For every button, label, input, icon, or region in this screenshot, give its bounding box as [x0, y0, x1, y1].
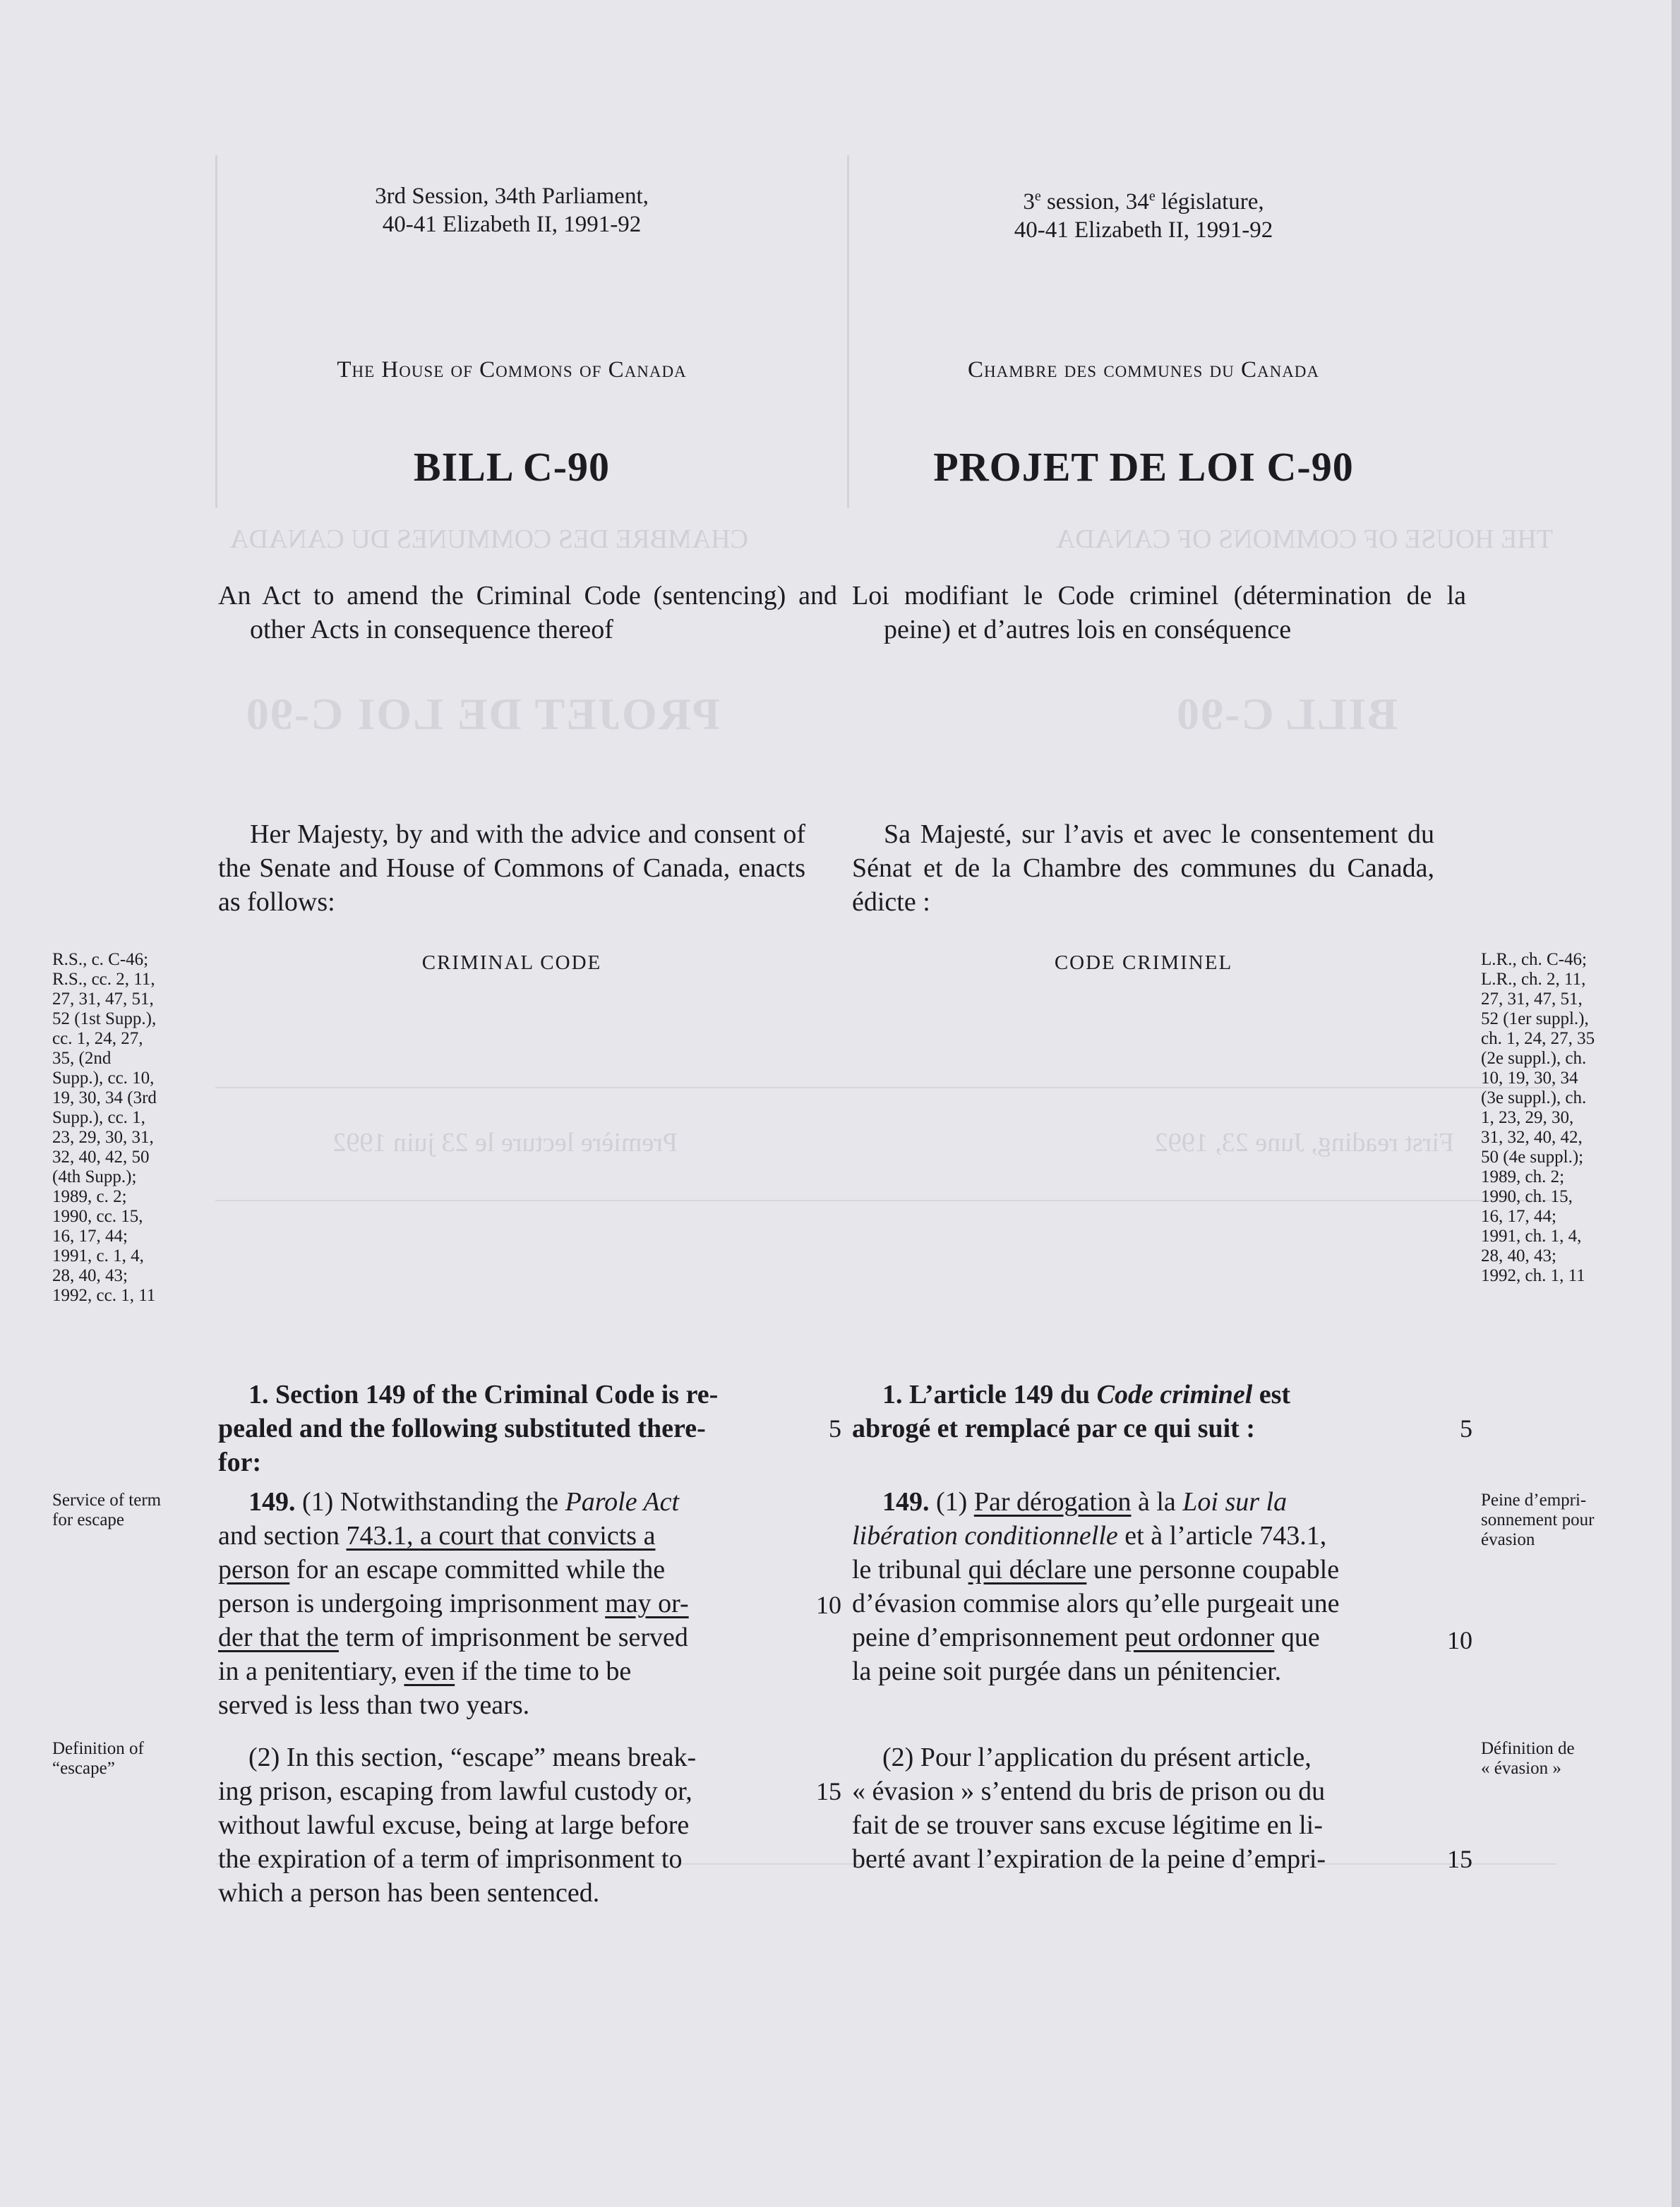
s149-2-fr-line: (2) Pour l’application du présent article, — [882, 1743, 1312, 1772]
text-run: à la — [1131, 1487, 1183, 1517]
amended-text: der that the — [218, 1623, 339, 1652]
s149-2-en-line: which a person has been sentenced. — [218, 1878, 600, 1908]
act-title: libération conditionnelle — [852, 1521, 1118, 1551]
clause-1-line: 1. Section 149 of the Criminal Code is re- — [248, 1380, 719, 1409]
s149-1-en-line5 — [218, 1620, 805, 1654]
margin-line: for escape — [52, 1510, 125, 1529]
margin-line: évasion — [1481, 1530, 1535, 1549]
margin-line: 1992, ch. 1, 11 — [1481, 1266, 1585, 1285]
margin-line: 50 (4e suppl.); — [1481, 1148, 1584, 1167]
margin-line: 1, 23, 29, 30, — [1481, 1108, 1574, 1127]
s149-1-en-line1 — [218, 1485, 805, 1519]
text-run: 1. L’article 149 du — [882, 1380, 1097, 1409]
margin-line: 52 (1st Supp.), — [52, 1009, 157, 1028]
text-run: in a penitentiary, — [218, 1656, 404, 1686]
s149-1-fr-line4: d’évasion commise alors qu’elle purgeait une — [852, 1589, 1340, 1618]
amended-text: qui déclare — [968, 1555, 1087, 1584]
margin-line: 28, 40, 43; — [52, 1266, 128, 1285]
margin-statutes-fr — [1481, 950, 1657, 1286]
margin-line: 27, 31, 47, 51, — [1481, 990, 1583, 1009]
show-through-rule — [215, 1087, 1556, 1088]
s149-2-en-line: the expiration of a term of imprisonment to — [218, 1844, 683, 1874]
margin-line: 1992, cc. 1, 11 — [52, 1286, 156, 1305]
text-run: (1) — [929, 1487, 974, 1517]
amended-text: may or- — [605, 1589, 689, 1618]
margin-line: L.R., ch. C-46; — [1481, 950, 1587, 969]
margin-line: cc. 1, 24, 27, — [52, 1029, 143, 1048]
margin-line: 10, 19, 30, 34 — [1481, 1069, 1578, 1088]
regnal-years-en: 40-41 Elizabeth II, 1991-92 — [382, 212, 642, 237]
s149-1-fr-line5 — [852, 1620, 1434, 1654]
section-149-1-fr — [852, 1485, 1434, 1688]
margin-line: L.R., ch. 2, 11, — [1481, 970, 1586, 989]
margin-line: (4th Supp.); — [52, 1167, 137, 1186]
s149-1-fr-line2 — [852, 1519, 1434, 1553]
margin-line: 52 (1er suppl.), — [1481, 1009, 1589, 1028]
text-run: if the time to be — [455, 1656, 632, 1686]
margin-line: 16, 17, 44; — [1481, 1207, 1556, 1226]
text-run: and section — [218, 1521, 347, 1551]
margin-line: Peine d’empri- — [1481, 1491, 1587, 1510]
margin-line: Définition de — [1481, 1739, 1575, 1758]
text-run: peine d’emprisonnement — [852, 1623, 1125, 1652]
margin-line: 35, (2nd — [52, 1049, 112, 1068]
s149-2-fr-line: berté avant l’expiration de la peine d’empri- — [852, 1844, 1326, 1874]
margin-line: « évasion » — [1481, 1759, 1561, 1778]
show-through-premiere-lecture: Première lecture le 23 juin 1992 — [332, 1128, 678, 1157]
section-number: 149. — [882, 1487, 930, 1517]
margin-line: ch. 1, 24, 27, 35 — [1481, 1029, 1595, 1048]
s149-2-fr-line: « évasion » s’entend du bris de prison ou du — [852, 1776, 1326, 1806]
margin-line: 1991, c. 1, 4, — [52, 1246, 144, 1265]
clause-1-line: for: — [218, 1448, 262, 1477]
s149-1-en-line6 — [218, 1654, 805, 1688]
margin-line: Definition of — [52, 1739, 144, 1758]
section-149-2-fr — [852, 1740, 1434, 1876]
line-number-center-5: 5 — [829, 1414, 841, 1443]
session-line-en: 3rd Session, 34th Parliament, — [375, 184, 649, 209]
margin-peine-emprisonnement — [1481, 1491, 1657, 1550]
clause-1-line: pealed and the following substituted there- — [218, 1414, 706, 1443]
margin-line: 1989, ch. 2; — [1481, 1167, 1565, 1186]
margin-line: Service of term — [52, 1491, 162, 1510]
margin-line: 19, 30, 34 (3rd — [52, 1088, 157, 1107]
house-title-en: The House of Commons of Canada — [337, 357, 687, 383]
text-run: term of imprisonment be served — [338, 1623, 688, 1652]
show-through-first-reading: First reading, June 23, 1992 — [1154, 1128, 1454, 1157]
superscript: e — [1034, 188, 1041, 204]
margin-definition-fr — [1481, 1739, 1657, 1779]
section-149-1-en — [218, 1485, 805, 1722]
s149-2-en-line: ing prison, escaping from lawful custody or, — [218, 1776, 692, 1806]
show-through-vertical-rule — [215, 155, 217, 508]
regnal-years-fr: 40-41 Elizabeth II, 1991-92 — [1014, 217, 1273, 243]
margin-line: “escape” — [52, 1759, 115, 1778]
amended-text: person — [218, 1555, 290, 1584]
margin-service-of-term — [52, 1491, 215, 1530]
show-through-house-fr: CHAMBRE DES COMMUNES DU CANADA — [229, 524, 748, 554]
text-run: for an escape committed while the — [289, 1555, 666, 1584]
act-title: Code criminel — [1096, 1380, 1253, 1409]
enacting-clause-en: Her Majesty, by and with the advice and consent of the Senate and House of Commons of Canada, enacts as follows: — [218, 819, 805, 917]
line-number-right-10: 10 — [1447, 1626, 1472, 1654]
margin-line: Supp.), cc. 1, — [52, 1108, 145, 1127]
line-number-center-15: 15 — [816, 1777, 841, 1805]
text-run: person is undergoing imprisonment — [218, 1589, 606, 1618]
margin-line: (3e suppl.), ch. — [1481, 1088, 1587, 1107]
margin-line: 27, 31, 47, 51, — [52, 990, 154, 1009]
s149-2-fr-line: fait de se trouver sans excuse légitime en li- — [852, 1810, 1323, 1840]
section-number: 149. — [248, 1487, 296, 1517]
margin-line: Supp.), cc. 10, — [52, 1069, 155, 1088]
superscript: e — [1148, 188, 1156, 204]
s149-1-en-line3 — [218, 1553, 805, 1587]
heading-criminal-code-en: CRIMINAL CODE — [421, 951, 602, 974]
margin-definition-en — [52, 1739, 215, 1779]
margin-line: 32, 40, 42, 50 — [52, 1148, 150, 1167]
margin-line: 1990, ch. 15, — [1481, 1187, 1573, 1206]
text-run: (1) Notwithstanding the — [295, 1487, 565, 1517]
clause-1-fr-cont: abrogé et remplacé par ce qui suit : — [852, 1414, 1255, 1443]
section-149-2-en — [218, 1740, 805, 1910]
text-run: 3 — [1023, 189, 1035, 215]
show-through-rule — [215, 1200, 1556, 1201]
amended-text: even — [404, 1656, 455, 1686]
s149-1-fr-line1 — [852, 1485, 1434, 1519]
margin-line: R.S., cc. 2, 11, — [52, 970, 155, 989]
show-through-house-en: THE HOUSE OF COMMONS OF CANADA — [1055, 524, 1553, 554]
heading-code-criminel-fr: CODE CRIMINEL — [1054, 951, 1233, 974]
clause-1-fr-line1 — [882, 1378, 1434, 1412]
session-en — [219, 182, 805, 239]
s149-1-fr-line6: la peine soit purgée dans un pénitencier. — [852, 1656, 1282, 1686]
text-run: le tribunal — [852, 1555, 968, 1584]
clause-1-en — [248, 1378, 806, 1412]
show-through-bill-fr: PROJET DE LOI C-90 — [244, 689, 720, 739]
act-title: Loi sur la — [1182, 1487, 1288, 1517]
s149-1-en-line2 — [218, 1519, 805, 1553]
margin-line: 31, 32, 40, 42, — [1481, 1128, 1583, 1147]
session-line-fr — [847, 182, 1440, 216]
s149-1-fr-line3 — [852, 1553, 1434, 1587]
enacting-clause-fr: Sa Majesté, sur l’avis et avec le consentement du Sénat et de la Chambre des communes du Canada, édicte : — [852, 819, 1434, 917]
margin-line: 1989, c. 2; — [52, 1187, 127, 1206]
line-number-center-10: 10 — [816, 1591, 841, 1619]
s149-2-en-line: without lawful excuse, being at large before — [218, 1810, 690, 1840]
margin-statutes-en — [52, 950, 215, 1306]
bill-number-en: BILL C-90 — [413, 444, 611, 490]
margin-line: sonnement pour — [1481, 1510, 1595, 1529]
line-number-right-15: 15 — [1447, 1845, 1472, 1873]
act-title: Parole Act — [565, 1487, 680, 1517]
amended-text: 743.1, a court that convicts a — [346, 1521, 656, 1551]
amended-text: Par dérogation — [973, 1487, 1132, 1517]
s149-1-en-line4 — [218, 1587, 805, 1620]
long-title-fr: Loi modifiant le Code criminel (détermination de la peine) et d’autres lois en conséquence — [852, 581, 1466, 644]
text-run: que — [1274, 1623, 1320, 1652]
margin-line: 1991, ch. 1, 4, — [1481, 1227, 1582, 1246]
text-run: législature, — [1155, 189, 1264, 215]
s149-2-en-line: (2) In this section, “escape” means break- — [248, 1743, 697, 1772]
s149-1-en-line7: served is less than two years. — [218, 1690, 530, 1720]
show-through-bill-en: BILL C-90 — [1175, 689, 1398, 739]
house-title-fr: Chambre des communes du Canada — [967, 357, 1320, 383]
text-run: une personne coupable — [1086, 1555, 1340, 1584]
amended-text: peut ordonner — [1124, 1623, 1275, 1652]
long-title-en: An Act to amend the Criminal Code (sentencing) and other Acts in consequence thereof — [218, 581, 837, 644]
bill-number-fr: PROJET DE LOI C-90 — [933, 444, 1354, 490]
text-run: et à l’article 743.1, — [1117, 1521, 1327, 1551]
session-fr — [847, 182, 1440, 244]
margin-line: (2e suppl.), ch. — [1481, 1049, 1587, 1068]
line-number-right-5: 5 — [1460, 1414, 1472, 1443]
clause-1-en-cont — [218, 1412, 805, 1479]
margin-line: 23, 29, 30, 31, — [52, 1128, 154, 1147]
clause-1-fr — [882, 1378, 1434, 1412]
margin-line: 1990, cc. 15, — [52, 1207, 143, 1226]
margin-line: 16, 17, 44; — [52, 1227, 128, 1246]
text-run: est — [1252, 1380, 1291, 1409]
margin-line: 28, 40, 43; — [1481, 1246, 1556, 1265]
text-run: session, 34 — [1040, 189, 1149, 215]
page-edge-shadow — [1672, 0, 1680, 2207]
margin-line: R.S., c. C-46; — [52, 950, 149, 969]
